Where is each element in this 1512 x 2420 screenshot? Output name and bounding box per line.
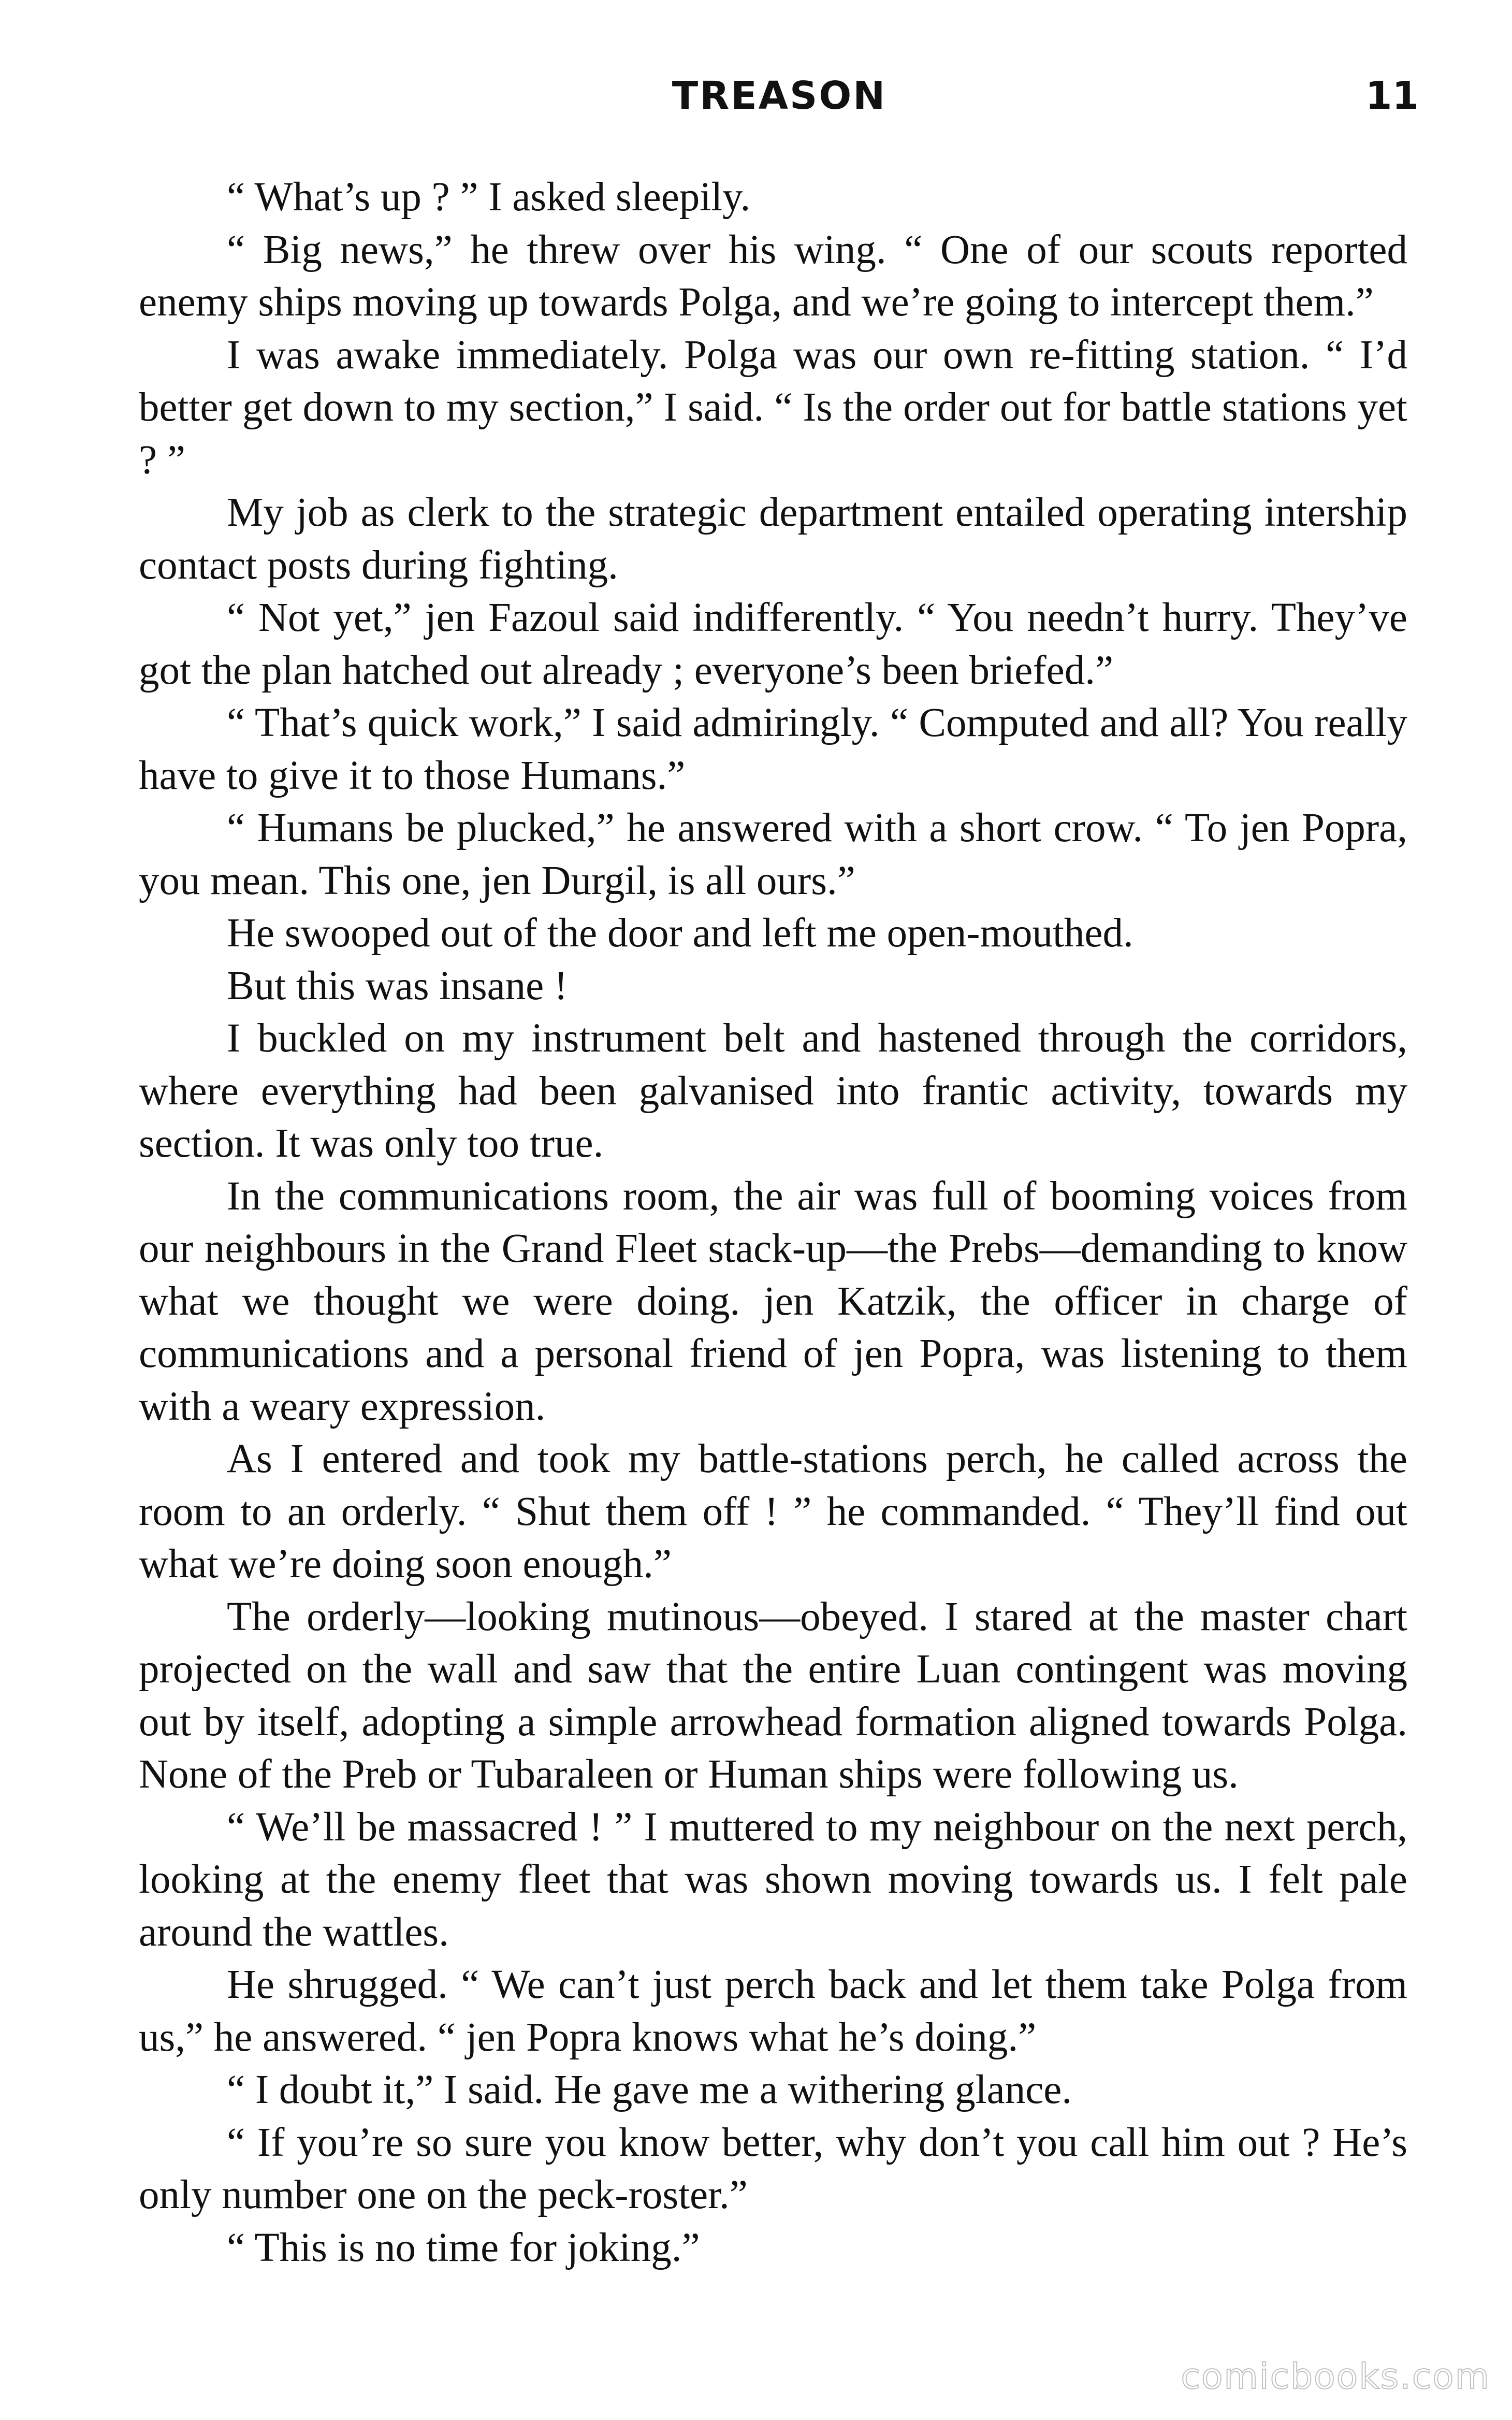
- page-number: 11: [1365, 74, 1419, 118]
- watermark: comicbooks.com: [1181, 2356, 1490, 2397]
- paragraph: He shrugged. “ We can’t just perch back and let them take Polga from us,” he answered. “ jen Popra knows what he’s doing.”: [139, 1962, 1407, 2060]
- paragraph: The orderly—looking mutinous—obeyed. I stared at the master chart projected on the wall and saw that the entire Luan contingent was moving out by itself, adopting a simple arrowhead formation aligned towards Polga. None of the Preb or Tubaraleen or Human ships were following us.: [139, 1594, 1407, 1797]
- paragraph: He swooped out of the door and left me open-mouthed.: [227, 911, 1133, 956]
- paragraph: “ Big news,” he threw over his wing. “ One of our scouts reported enemy ships moving up towards Polga, and we’re going to intercept them.”: [139, 227, 1407, 325]
- paragraph: “ That’s quick work,” I said admiringly. “ Computed and all? You really have to give it to those Humans.”: [139, 700, 1407, 798]
- paragraph: “ If you’re so sure you know better, why don’t you call him out ? He’s only number one on the peck-roster.”: [139, 2120, 1407, 2217]
- paragraph: In the communications room, the air was full of booming voices from our neighbours in the Grand Fleet stack-up—the Prebs—demanding to know what we thought we were doing. jen Katzik, the officer in charge of communications and a personal friend of jen Popra, was listening to them with a weary expression.: [139, 1173, 1407, 1429]
- paragraph: “ Not yet,” jen Fazoul said indifferently. “ You needn’t hurry. They’ve got the plan hatched out already ; everyone’s been briefed.”: [139, 595, 1407, 693]
- paragraph: I was awake immediately. Polga was our own re-fitting station. “ I’d better get down to my section,” I said. “ Is the order out for battle stations yet ? ”: [139, 332, 1407, 483]
- paragraph: “ I doubt it,” I said. He gave me a withering glance.: [227, 2067, 1072, 2112]
- paragraph: I buckled on my instrument belt and hastened through the corridors, where everything had been galvanised into frantic activity, towards my section. It was only too true.: [139, 1016, 1407, 1166]
- chapter-title: TREASON: [672, 74, 887, 118]
- text-body: [139, 171, 1407, 2274]
- paragraph: But this was insane !: [227, 963, 568, 1009]
- paragraph: As I entered and took my battle-stations perch, he called across the room to an orderly. “ Shut them off ! ” he commanded. “ They’ll find out what we’re doing soon enough.”: [139, 1436, 1407, 1587]
- paragraph: “ What’s up ? ” I asked sleepily.: [227, 175, 751, 220]
- paragraph: “ Humans be plucked,” he answered with a short crow. “ To jen Popra, you mean. This one, jen Durgil, is all ours.”: [139, 805, 1407, 903]
- running-head: [140, 65, 1419, 127]
- paragraph: My job as clerk to the strategic department entailed operating intership contact posts during fighting.: [139, 490, 1407, 588]
- paragraph: “ We’ll be massacred ! ” I muttered to my neighbour on the next perch, looking at the enemy fleet that was shown moving towards us. I felt pale around the wattles.: [139, 1804, 1407, 1955]
- paragraph: “ This is no time for joking.”: [227, 2225, 700, 2270]
